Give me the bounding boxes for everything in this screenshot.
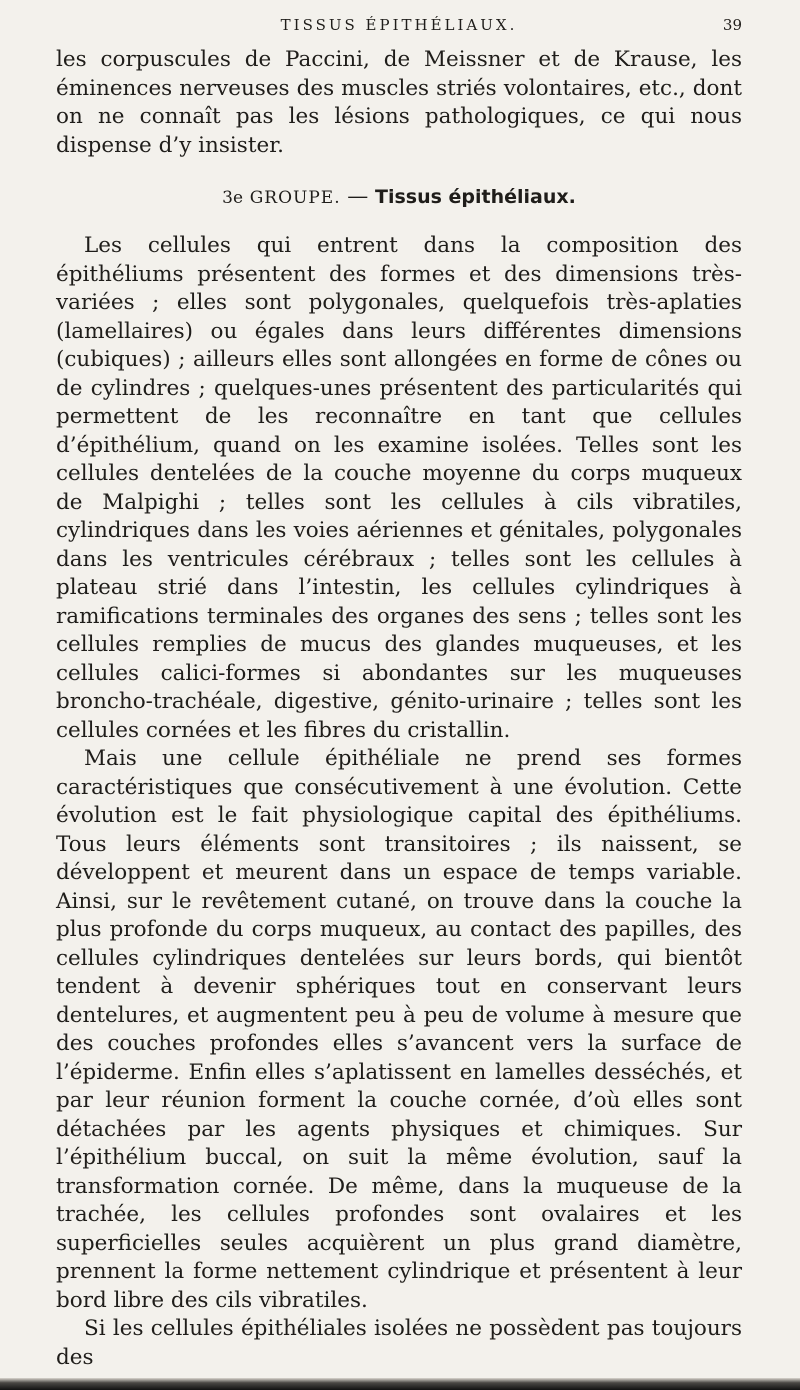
page-number: 39 [722,16,742,34]
running-title: TISSUS ÉPITHÉLIAUX. [280,16,518,34]
section-title: Tissus épithéliaux. [374,186,576,208]
book-page [56,16,742,1372]
paragraph-continuation: Si les cellules épithéliales isolées ne possèdent pas toujours des [56,1316,742,1370]
section-heading [56,184,742,208]
section-number: 3e [222,188,244,208]
running-head [56,16,742,46]
section-dash: — [347,184,369,208]
paragraph-cell-forms: Les cellules qui entrent dans la composition des épithéliums présentent des formes et des dimensions très-variées ; elles sont polygonales, quelquefois très-aplaties (lamellaires) ou égales dans leurs différentes dimensions (cubiques) ; ailleurs elles sont allongées en forme de cônes ou de cylindres ; quelques-unes présentent des particularités qui permettent de les reconnaître en tant que cellules d’épithélium, quand on les examine isolées. Telles sont les cellules dentelées de la couche moyenne du corps muqueux de Malpighi ; telles sont les cellules à cils vibratiles, cylindriques dans les voies aériennes et génitales, polygonales dans les ventricules cérébraux ; telles sont les cellules à plateau strié dans l’intestin, les cellules cylindriques à ramifications terminales des organes des sens ; telles sont les cellules remplies de mucus des glandes muqueuses, et les cellules calici-formes si abondantes sur les muqueuses broncho-trachéale, digestive, génito-urinaire ; telles sont les cellules cornées et les fibres du cristallin. [56,233,742,743]
paragraph-evolution: Mais une cellule épithéliale ne prend ses formes caractéristiques que consécutivement à une évolution. Cette évolution est le fait physiologique capital des épithéliums. Tous leurs éléments sont transitoires ; ils naissent, se développent et meurent dans un espace de temps variable. Ainsi, sur le revêtement cutané, on trouve dans la couche la plus profonde du corps muqueux, au contact des papilles, des cellules cylindriques dentelées sur leurs bords, qui bientôt tendent à devenir sphériques tout en conservant leurs dentelures, et augmentent peu à peu de volume à mesure que des couches profondes elles s’avancent vers la surface de l’épiderme. Enfin elles s’aplatissent en lamelles desséchés, et par leur réunion forment la couche cornée, d’où elles sont détachées par les agents physiques et chimiques. Sur l’épithélium buccal, on suit la même évolution, sauf la transformation cornée. De même, dans la muqueuse de la trachée, les cellules profondes sont ovalaires et les superficielles seules acquièrent un plus grand diamètre, prennent la forme nettement cylindrique et présentent à leur bord libre des cils vibratiles. [56,746,742,1313]
section-label: GROUPE. [249,188,341,208]
page-bottom-edge [0,1378,800,1390]
paragraph-intro: les corpuscules de Paccini, de Meissner et de Krause, les éminences nerveuses des muscles striés volontaires, etc., dont on ne connaît pas les lésions pathologiques, ce qui nous dispense d’y insister. [56,47,742,158]
